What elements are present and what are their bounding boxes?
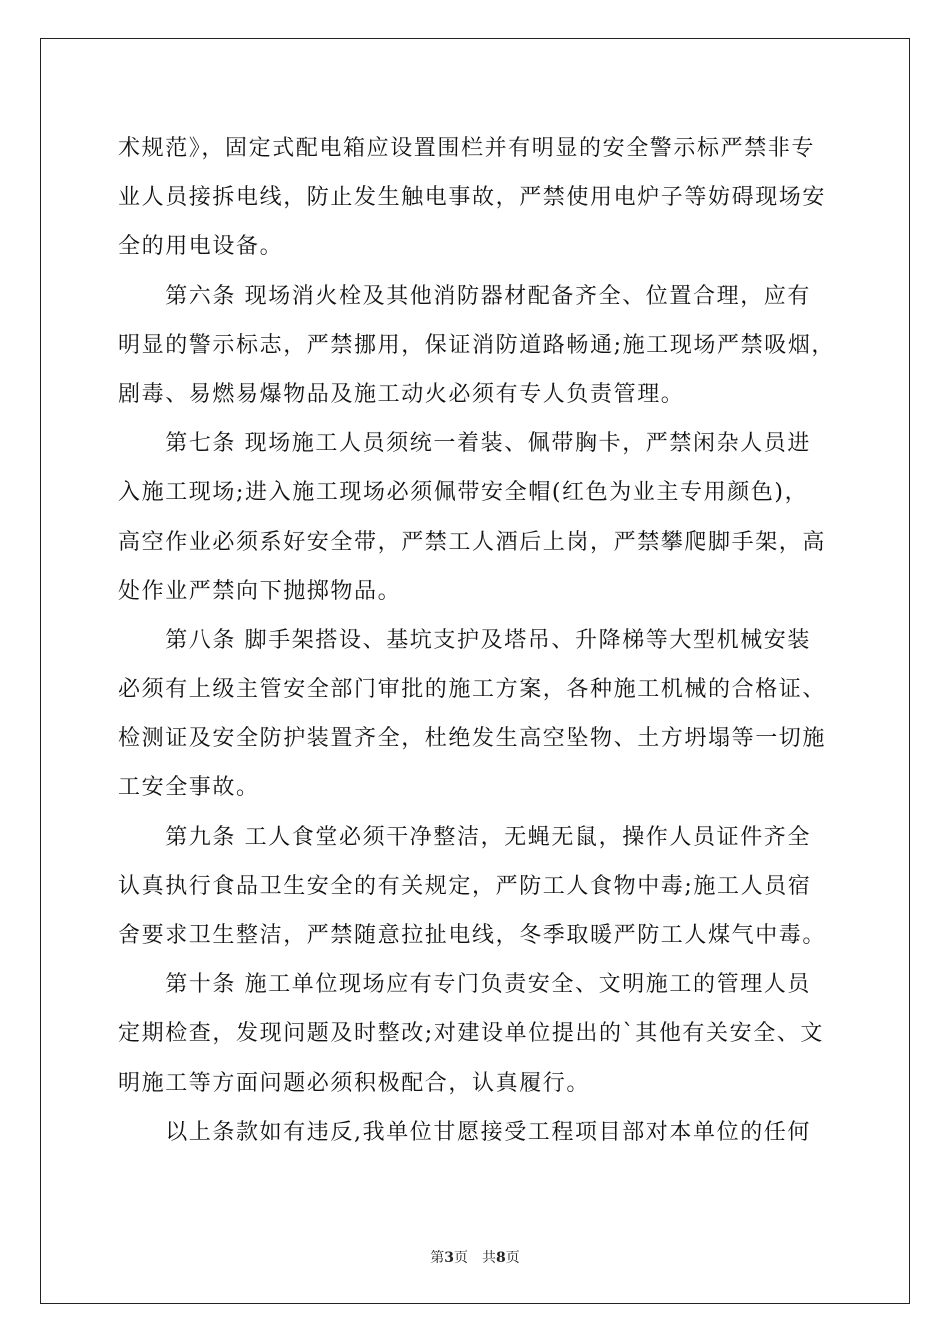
text-line: 高空作业必须系好安全带，严禁工人酒后上岗，严禁攀爬脚手架，高 <box>118 529 827 555</box>
text-line: 第八条 脚手架搭设、基坑支护及塔吊、升降梯等大型机械安装 <box>118 627 811 653</box>
total-page-count: 8 <box>496 1250 506 1266</box>
text-line: 入施工现场;进入施工现场必须佩带安全帽(红色为业主专用颜色)， <box>118 480 809 506</box>
text-line: 舍要求卫生整洁，严禁随意拉扯电线，冬季取暖严防工人煤气中毒。 <box>118 923 827 948</box>
text-line: 以上条款如有违反,我单位甘愿接受工程项目部对本单位的任何 <box>118 1119 811 1145</box>
text-line: 全的用电设备。 <box>118 234 284 260</box>
text-line: 认真执行食品卫生安全的有关规定，严防工人食物中毒;施工人员宿 <box>118 873 812 899</box>
text-line: 处作业严禁向下抛掷物品。 <box>118 578 402 604</box>
text-line: 业人员接拆电线，防止发生触电事故，严禁使用电炉子等妨碍现场安 <box>118 185 827 211</box>
text-line: 第十条 施工单位现场应有专门负责安全、文明施工的管理人员 <box>118 972 811 998</box>
text-line: 工安全事故。 <box>118 775 260 801</box>
text-line: 第九条 工人食堂必须干净整洁，无蝇无鼠，操作人员证件齐全 <box>118 824 811 850</box>
text-line: 明显的警示标志，严禁挪用，保证消防道路畅通;施工现场严禁吸烟， <box>118 332 836 358</box>
text-line: 必须有上级主管安全部门审批的施工方案，各种施工机械的合格证、 <box>118 677 827 703</box>
text-line: 剧毒、易燃易爆物品及施工动火必须有专人负责管理。 <box>118 381 685 407</box>
footer-suffix: 页 <box>505 1250 520 1266</box>
document-body <box>118 124 838 1157</box>
text-line: 第七条 现场施工人员须统一着装、佩带胸卡，严禁闲杂人员进 <box>118 431 811 457</box>
text-line: 术规范》，固定式配电箱应设置围栏并有明显的安全警示标严禁非专 <box>118 136 816 161</box>
footer-middle: 页 共 <box>454 1250 496 1266</box>
text-line: 检测证及安全防护装置齐全，杜绝发生高空坠物、土方坍塌等一切施 <box>118 726 827 752</box>
current-page-number: 3 <box>444 1250 454 1266</box>
text-line: 定期检查，发现问题及时整改;对建设单位提出的`其他有关安全、文 <box>118 1021 825 1047</box>
text-line: 第六条 现场消火栓及其他消防器材配备齐全、位置合理，应有 <box>118 283 811 309</box>
page-footer <box>0 1247 950 1267</box>
text-line: 明施工等方面问题必须积极配合，认真履行。 <box>118 1070 591 1096</box>
footer-prefix: 第 <box>430 1250 445 1266</box>
